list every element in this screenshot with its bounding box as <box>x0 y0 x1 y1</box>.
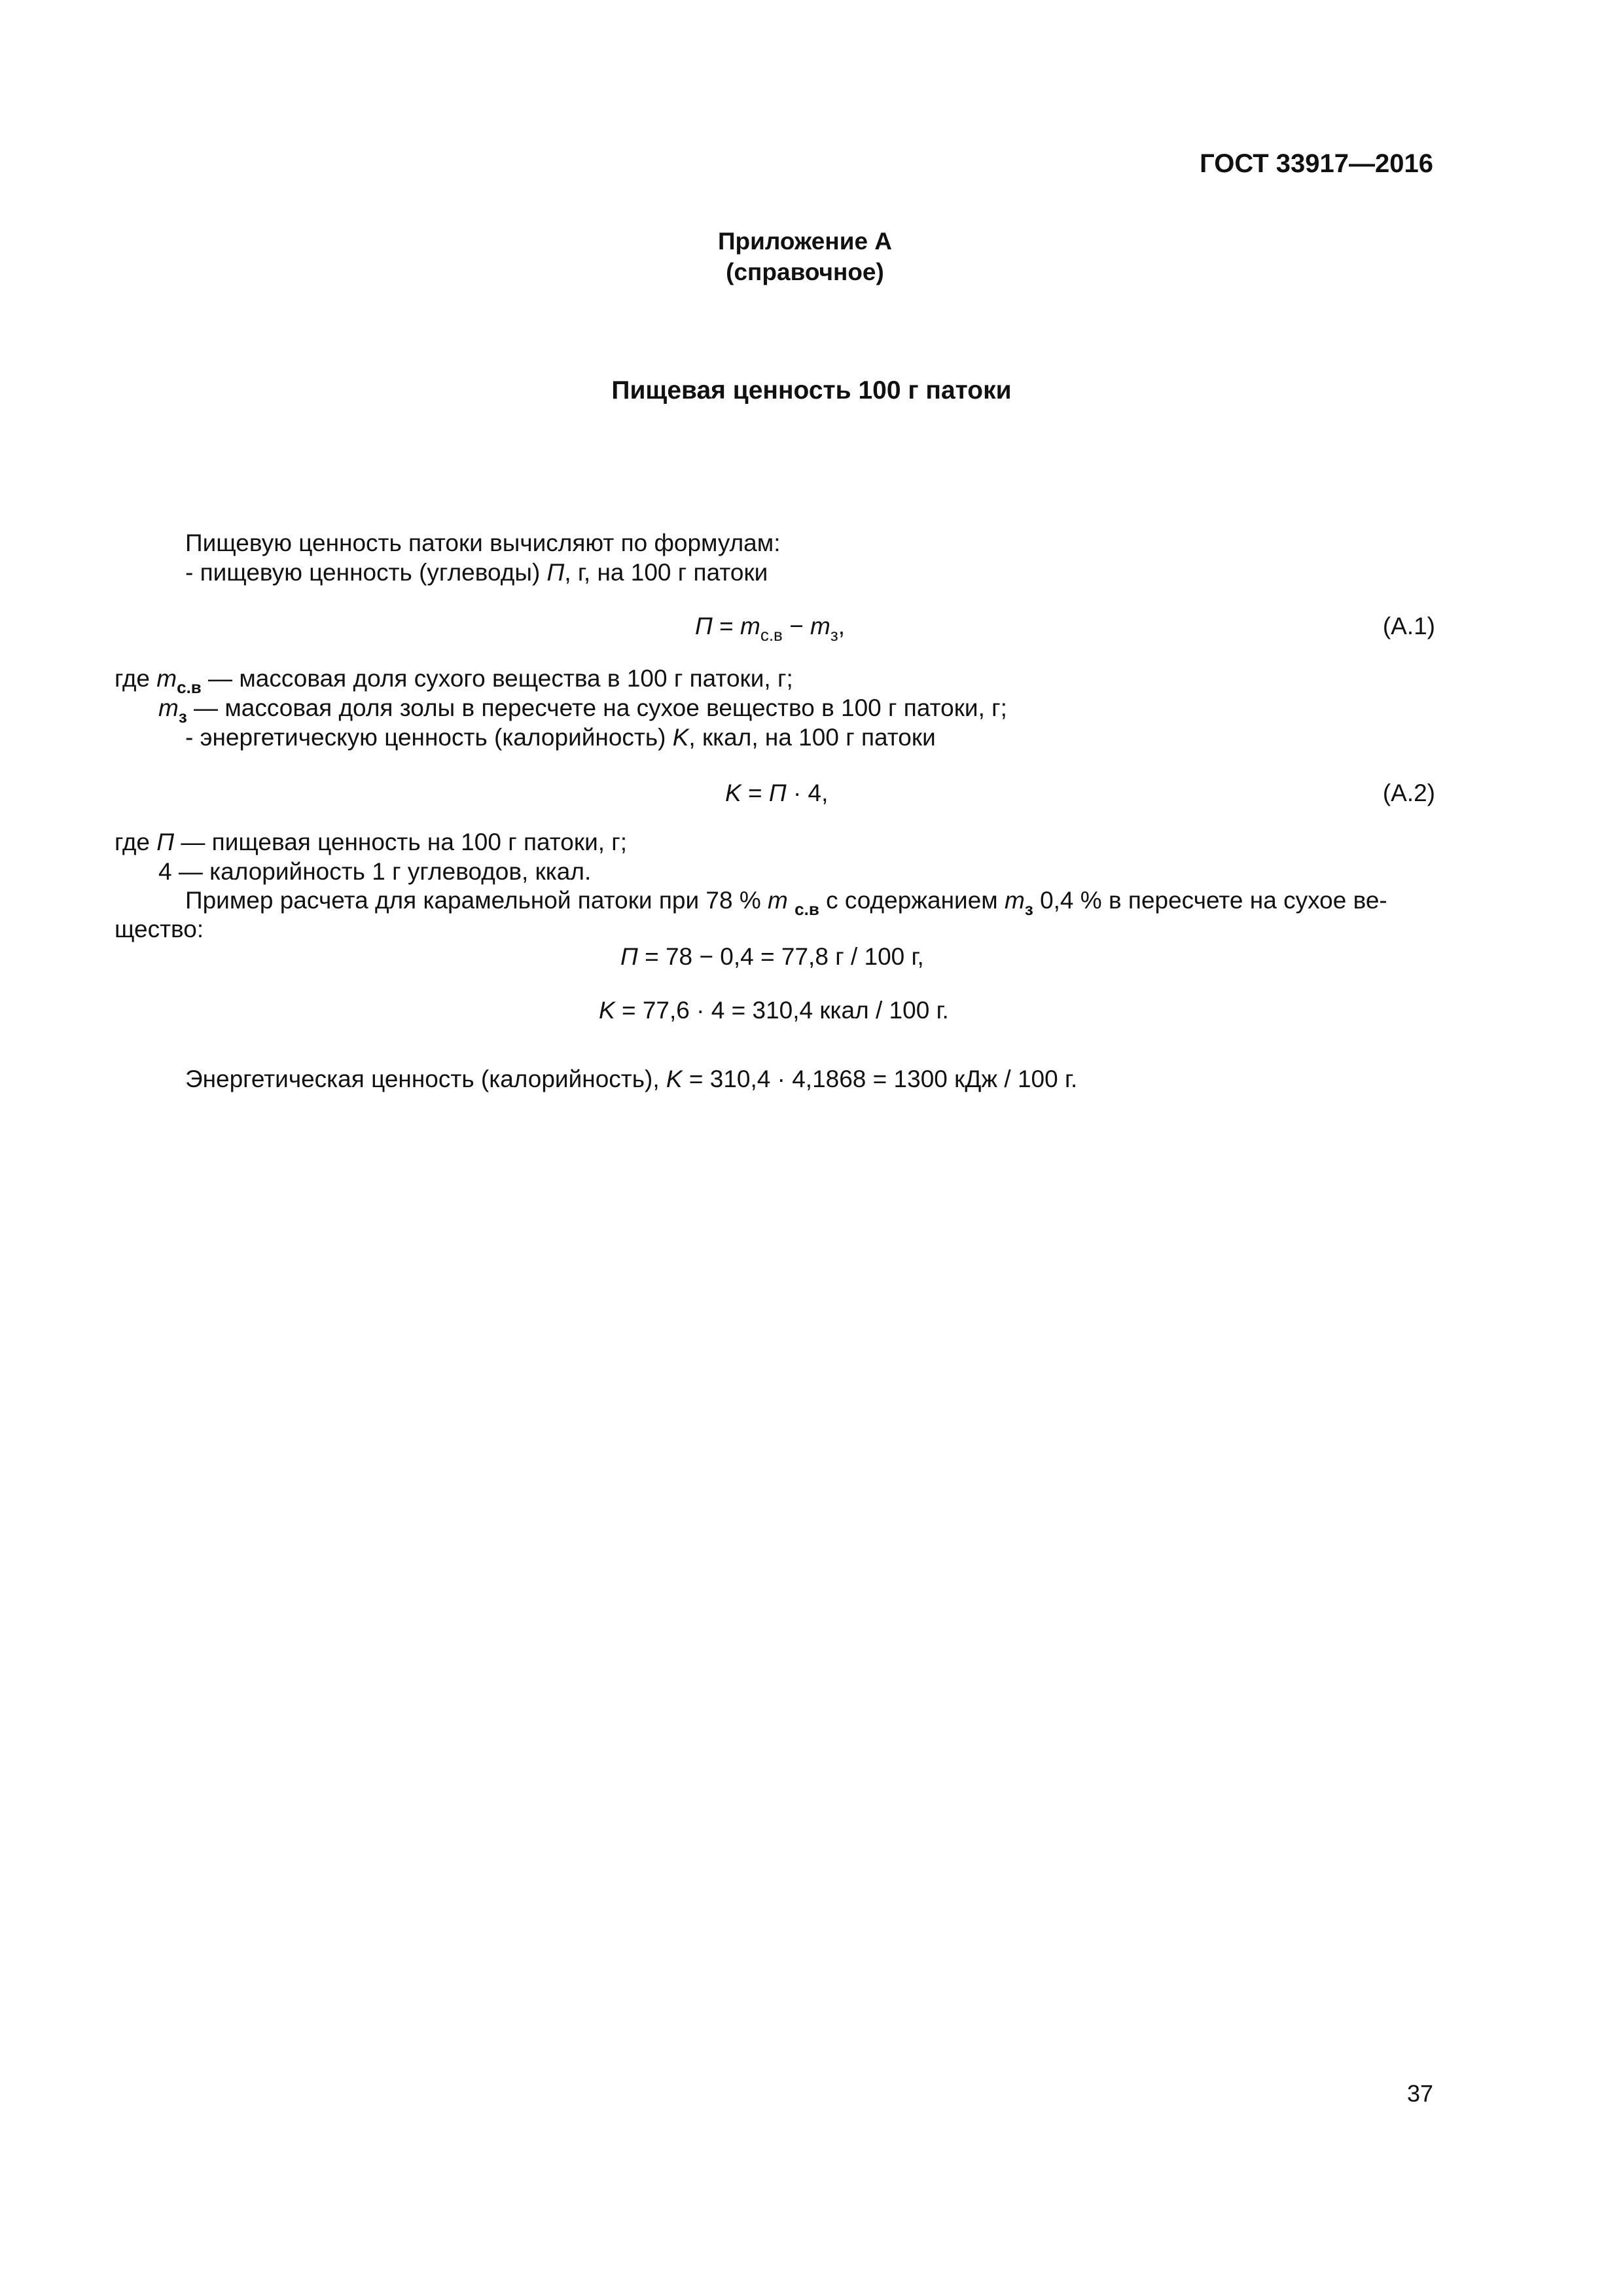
formula-2-var: П <box>768 780 787 806</box>
where-1-m2-sub: з <box>178 707 187 726</box>
formula-1 <box>695 612 845 643</box>
where-1-line-3 <box>185 723 936 752</box>
energy-line <box>185 1065 1077 1094</box>
intro-line-1: Пищевую ценность патоки вычисляют по формулам: <box>185 529 781 556</box>
example-m-sub: с.в <box>794 899 819 919</box>
intro-line-2-suffix: , г, на 100 г патоки <box>564 559 768 586</box>
where-1-line-3-prefix: - энергетическую ценность (калорийность) <box>185 724 673 751</box>
energy-prefix: Энергетическая ценность (калорийность), <box>185 1066 666 1092</box>
example-calc-1-var: П <box>620 943 638 970</box>
formula-1-m-sub: с.в <box>760 625 783 645</box>
where-2-gde: где <box>115 829 157 855</box>
where-1-m2: m <box>158 694 179 721</box>
formula-1-eq: = <box>712 613 740 639</box>
formula-2-tail: · 4, <box>786 780 829 806</box>
formula-1-m: m <box>740 613 760 639</box>
section-heading: Пищевая ценность 100 г патоки <box>611 376 1012 404</box>
example-part1: Пример расчета для карамельной патоки при 78 % <box>185 887 768 914</box>
example-line-2: щество: <box>115 916 204 942</box>
page-number: 37 <box>1406 2080 1433 2107</box>
formula-2-eq: = <box>741 780 769 806</box>
where-2-var: П <box>156 829 175 855</box>
where-2-text1: — пищевая ценность на 100 г патоки, г; <box>174 829 628 855</box>
formula-1-m2-sub: з <box>830 625 838 645</box>
formula-2-number: (А.2) <box>1382 780 1435 806</box>
where-1-m: m <box>156 665 177 692</box>
standard-number: ГОСТ 33917—2016 <box>1200 149 1433 178</box>
formula-2 <box>725 779 828 808</box>
where-1-text1: — массовая доля сухого вещества в 100 г патоки, г; <box>201 665 793 692</box>
where-2-line-2: 4 — калорийность 1 г углеводов, ккал. <box>158 858 592 885</box>
intro-line-2-var: П <box>546 559 565 586</box>
intro-line-2 <box>185 558 768 587</box>
where-1-gde: где <box>115 665 157 692</box>
example-calc-1 <box>620 942 924 971</box>
appendix-title: Приложение А <box>717 228 893 255</box>
example-part3: 0,4 % в пересчете на сухое ве- <box>1033 887 1387 914</box>
example-calc-1-expr: = 78 − 0,4 = 77,8 г / 100 г, <box>637 943 924 970</box>
formula-1-tail: , <box>838 613 846 639</box>
where-1-line-1 <box>115 664 793 695</box>
formula-1-minus: − <box>782 613 811 639</box>
where-1-line-2 <box>158 694 1007 725</box>
formula-2-lhs: K <box>725 780 741 806</box>
example-m2: m <box>1005 887 1025 914</box>
where-1-m-sub: с.в <box>177 677 202 697</box>
where-1-text2: — массовая доля золы в пересчете на сухое вещество в 100 г патоки, г; <box>187 694 1007 721</box>
example-line-1 <box>185 886 1387 917</box>
example-calc-2-expr: = 77,6 · 4 = 310,4 ккал / 100 г. <box>615 997 949 1024</box>
where-1-line-3-var: K <box>672 724 689 751</box>
example-m2-sub: з <box>1024 899 1033 919</box>
example-calc-2 <box>599 996 949 1025</box>
example-m: m <box>768 887 788 914</box>
formula-1-lhs: П <box>695 613 713 639</box>
where-2-line-1 <box>115 828 627 857</box>
formula-1-m2: m <box>810 613 830 639</box>
example-part2: с содержанием <box>819 887 1005 914</box>
intro-line-2-prefix: - пищевую ценность (углеводы) <box>185 559 547 586</box>
where-1-line-3-suffix: , ккал, на 100 г патоки <box>688 724 936 751</box>
energy-var: K <box>666 1066 683 1092</box>
energy-value: = 310,4 · 4,1868 = 1300 кДж / 100 г. <box>682 1066 1078 1092</box>
appendix-type: (справочное) <box>726 259 884 285</box>
example-calc-2-var: K <box>599 997 615 1024</box>
formula-1-number: (А.1) <box>1382 613 1435 639</box>
